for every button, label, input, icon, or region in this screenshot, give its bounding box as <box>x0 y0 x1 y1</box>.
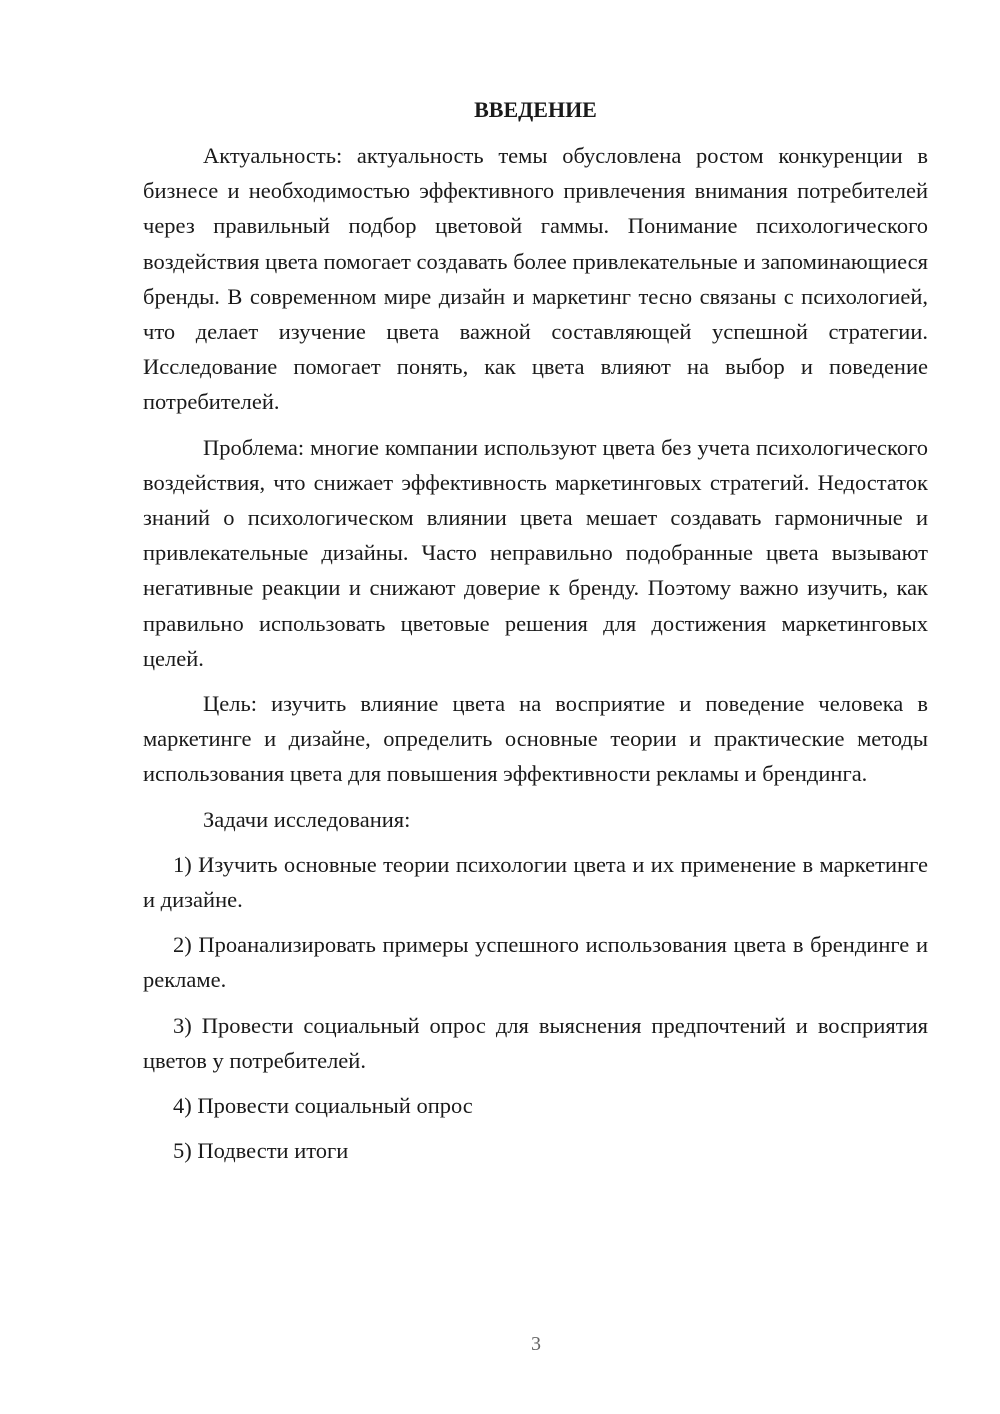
problem-paragraph: Проблема: многие компании используют цвета без учета психологического воздействия, что снижает эффективность маркетинговых стратегий. Недостаток знаний о психологическом влиянии цвета мешает создавать гармоничные и привлекательные дизайны. Часто неправильно подобранные цвета вызывают негативные реакции и снижают доверие к бренду. Поэтому важно изучить, как правильно использовать цветовые решения для достижения маркетинговых целей. <box>143 434 928 671</box>
task-item-4: 4) Провести социальный опрос <box>173 1093 473 1119</box>
goal-paragraph: Цель: изучить влияние цвета на восприятие и поведение человека в маркетинге и дизайне, определить основные теории и практические методы использования цвета для повышения эффективности рекламы и брендинга. <box>143 691 928 787</box>
task-item-3: 3) Провести социальный опрос для выяснения предпочтений и восприятия цветов у потребителей. <box>143 1012 928 1073</box>
section-heading: ВВЕДЕНИЕ <box>474 97 597 122</box>
page-body <box>143 92 928 1178</box>
task-item-2: 2) Проанализировать примеры успешного использования цвета в брендинге и рекламе. <box>143 932 928 993</box>
page-number: 3 <box>531 1333 541 1355</box>
relevance-paragraph: Актуальность: актуальность темы обусловлена ростом конкуренции в бизнесе и необходимостью эффективного привлечения внимания потребителей через правильный подбор цветовой гаммы. Понимание психологического воздействия цвета помогает создавать более привлекательные и запоминающиеся бренды. В современном мире дизайн и маркетинг тесно связаны с психологией, что делает изучение цвета важной составляющей успешной стратегии. Исследование помогает понять, как цвета влияют на выбор и поведение потребителей. <box>143 143 928 415</box>
tasks-title: Задачи исследования: <box>203 806 411 832</box>
task-item-5: 5) Подвести итоги <box>173 1138 349 1164</box>
task-item-1: 1) Изучить основные теории психологии цвета и их применение в маркетинге и дизайне. <box>143 851 928 913</box>
